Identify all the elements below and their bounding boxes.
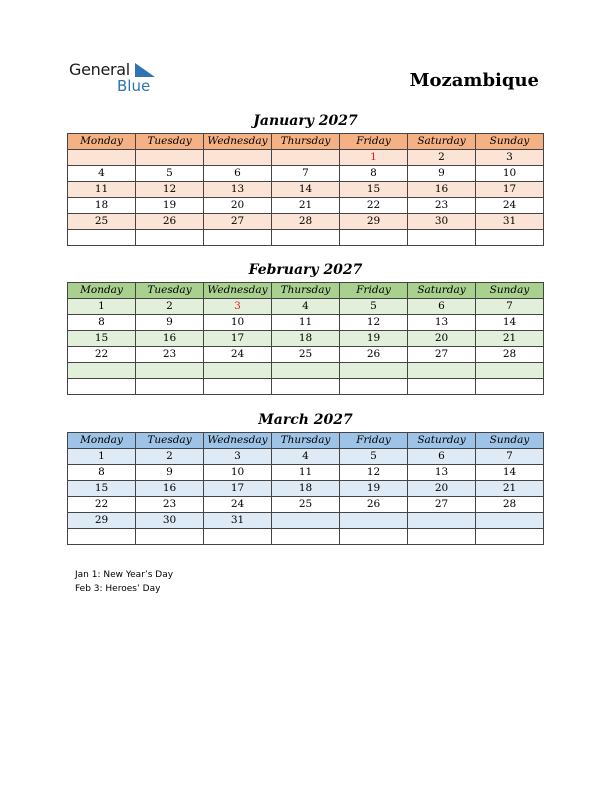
day-cell [136,529,204,545]
month-calendar-table [67,432,544,545]
day-cell: 16 [136,481,204,497]
week-row [68,347,544,363]
weekday-header: Monday [68,134,136,150]
day-cell: 11 [272,315,340,331]
week-row [68,379,544,395]
day-cell: 6 [204,166,272,182]
day-cell: 7 [272,166,340,182]
day-cell [476,379,544,395]
weekday-header: Sunday [476,433,544,449]
day-cell [204,150,272,166]
week-row [68,299,544,315]
day-cell [476,363,544,379]
holiday-note: Feb 3: Heroes’ Day [75,584,161,594]
day-cell: 7 [476,449,544,465]
day-cell: 29 [340,214,408,230]
day-cell: 18 [68,198,136,214]
day-cell: 12 [136,182,204,198]
weekday-header-row [68,433,544,449]
weekday-header-row [68,283,544,299]
weekday-header: Friday [340,433,408,449]
country-title: Mozambique [409,70,539,91]
day-cell: 30 [408,214,476,230]
day-cell: 2 [408,150,476,166]
logo [69,60,169,98]
day-cell: 30 [136,513,204,529]
day-cell: 17 [204,481,272,497]
day-cell: 24 [204,347,272,363]
logo-triangle-icon [135,63,155,79]
logo-blue-text: Blue [117,77,151,95]
day-cell: 13 [408,465,476,481]
day-cell [476,529,544,545]
day-cell: 26 [340,347,408,363]
day-cell: 17 [204,331,272,347]
weekday-header: Friday [340,283,408,299]
day-cell: 21 [476,331,544,347]
week-row [68,315,544,331]
day-cell: 25 [272,497,340,513]
day-cell: 11 [272,465,340,481]
day-cell: 27 [408,347,476,363]
day-cell: 1 [68,299,136,315]
day-cell: 12 [340,315,408,331]
week-row [68,230,544,246]
month-title: February 2027 [248,262,363,278]
day-cell: 24 [204,497,272,513]
week-row [68,513,544,529]
day-cell: 12 [340,465,408,481]
day-cell: 6 [408,299,476,315]
day-cell: 31 [204,513,272,529]
day-cell: 22 [340,198,408,214]
day-cell [340,230,408,246]
day-cell [408,379,476,395]
day-cell: 10 [204,315,272,331]
day-cell: 11 [68,182,136,198]
day-cell: 8 [68,465,136,481]
day-cell [272,379,340,395]
day-cell: 7 [476,299,544,315]
day-cell: 1 [68,449,136,465]
day-cell: 22 [68,497,136,513]
day-cell: 25 [68,214,136,230]
day-cell [408,513,476,529]
day-cell [340,363,408,379]
day-cell: 27 [408,497,476,513]
day-cell: 10 [204,465,272,481]
day-cell: 26 [340,497,408,513]
month-title: March 2027 [258,412,353,428]
day-cell: 19 [340,331,408,347]
day-cell: 14 [476,465,544,481]
day-cell: 18 [272,331,340,347]
day-cell [204,363,272,379]
day-cell: 23 [136,497,204,513]
day-cell: 20 [204,198,272,214]
weekday-header-row [68,134,544,150]
day-cell [204,230,272,246]
day-cell: 21 [476,481,544,497]
weekday-header: Sunday [476,134,544,150]
weekday-header: Saturday [408,283,476,299]
day-cell [136,379,204,395]
week-row [68,198,544,214]
day-cell: 25 [272,347,340,363]
week-row [68,465,544,481]
weekday-header: Monday [68,283,136,299]
day-cell [476,513,544,529]
week-row [68,497,544,513]
day-cell: 20 [408,331,476,347]
week-row [68,166,544,182]
day-cell: 8 [340,166,408,182]
week-row [68,214,544,230]
weekday-header: Tuesday [136,433,204,449]
weekday-header: Tuesday [136,134,204,150]
day-cell: 5 [340,449,408,465]
day-cell: 4 [68,166,136,182]
day-cell: 5 [136,166,204,182]
week-row [68,182,544,198]
day-cell [136,150,204,166]
day-cell: 21 [272,198,340,214]
day-cell: 14 [476,315,544,331]
day-cell: 6 [408,449,476,465]
day-cell [68,150,136,166]
day-cell: 20 [408,481,476,497]
day-cell: 9 [408,166,476,182]
logo-general-text: General [69,60,130,79]
day-cell: 1 [340,150,408,166]
day-cell: 28 [476,347,544,363]
day-cell [68,379,136,395]
weekday-header: Thursday [272,134,340,150]
day-cell: 9 [136,315,204,331]
day-cell [68,529,136,545]
day-cell: 3 [204,449,272,465]
week-row [68,331,544,347]
day-cell [68,363,136,379]
weekday-header: Wednesday [204,283,272,299]
holiday-notes [75,568,173,596]
day-cell [272,529,340,545]
day-cell: 19 [340,481,408,497]
day-cell: 10 [476,166,544,182]
month-calendar-table [67,133,544,246]
weekday-header: Wednesday [204,134,272,150]
day-cell: 23 [408,198,476,214]
day-cell [340,379,408,395]
day-cell [408,363,476,379]
day-cell: 3 [204,299,272,315]
day-cell [340,513,408,529]
day-cell: 23 [136,347,204,363]
week-row [68,481,544,497]
weekday-header: Saturday [408,134,476,150]
day-cell: 4 [272,299,340,315]
day-cell [408,529,476,545]
day-cell [272,363,340,379]
day-cell [204,529,272,545]
day-cell: 2 [136,449,204,465]
day-cell: 15 [340,182,408,198]
day-cell: 28 [476,497,544,513]
day-cell: 28 [272,214,340,230]
day-cell: 16 [408,182,476,198]
week-row [68,363,544,379]
day-cell: 15 [68,331,136,347]
day-cell: 13 [204,182,272,198]
weekday-header: Saturday [408,433,476,449]
weekday-header: Thursday [272,283,340,299]
day-cell: 18 [272,481,340,497]
day-cell: 29 [68,513,136,529]
weekday-header: Wednesday [204,433,272,449]
day-cell: 22 [68,347,136,363]
day-cell [204,379,272,395]
day-cell: 27 [204,214,272,230]
week-row [68,529,544,545]
day-cell [272,150,340,166]
weekday-header: Sunday [476,283,544,299]
day-cell [408,230,476,246]
week-row [68,449,544,465]
weekday-header: Monday [68,433,136,449]
day-cell: 2 [136,299,204,315]
day-cell: 31 [476,214,544,230]
day-cell: 14 [272,182,340,198]
day-cell: 26 [136,214,204,230]
holiday-note: Jan 1: New Year’s Day [75,570,174,580]
day-cell: 13 [408,315,476,331]
month-title: January 2027 [253,113,358,129]
day-cell: 19 [136,198,204,214]
day-cell [272,230,340,246]
day-cell [136,230,204,246]
day-cell: 4 [272,449,340,465]
day-cell [340,529,408,545]
day-cell: 9 [136,465,204,481]
day-cell: 3 [476,150,544,166]
day-cell [68,230,136,246]
day-cell: 16 [136,331,204,347]
day-cell: 17 [476,182,544,198]
day-cell [476,230,544,246]
day-cell: 5 [340,299,408,315]
weekday-header: Thursday [272,433,340,449]
weekday-header: Tuesday [136,283,204,299]
day-cell: 24 [476,198,544,214]
weekday-header: Friday [340,134,408,150]
month-calendar-table [67,282,544,395]
day-cell: 8 [68,315,136,331]
day-cell [272,513,340,529]
day-cell: 15 [68,481,136,497]
day-cell [136,363,204,379]
week-row [68,150,544,166]
